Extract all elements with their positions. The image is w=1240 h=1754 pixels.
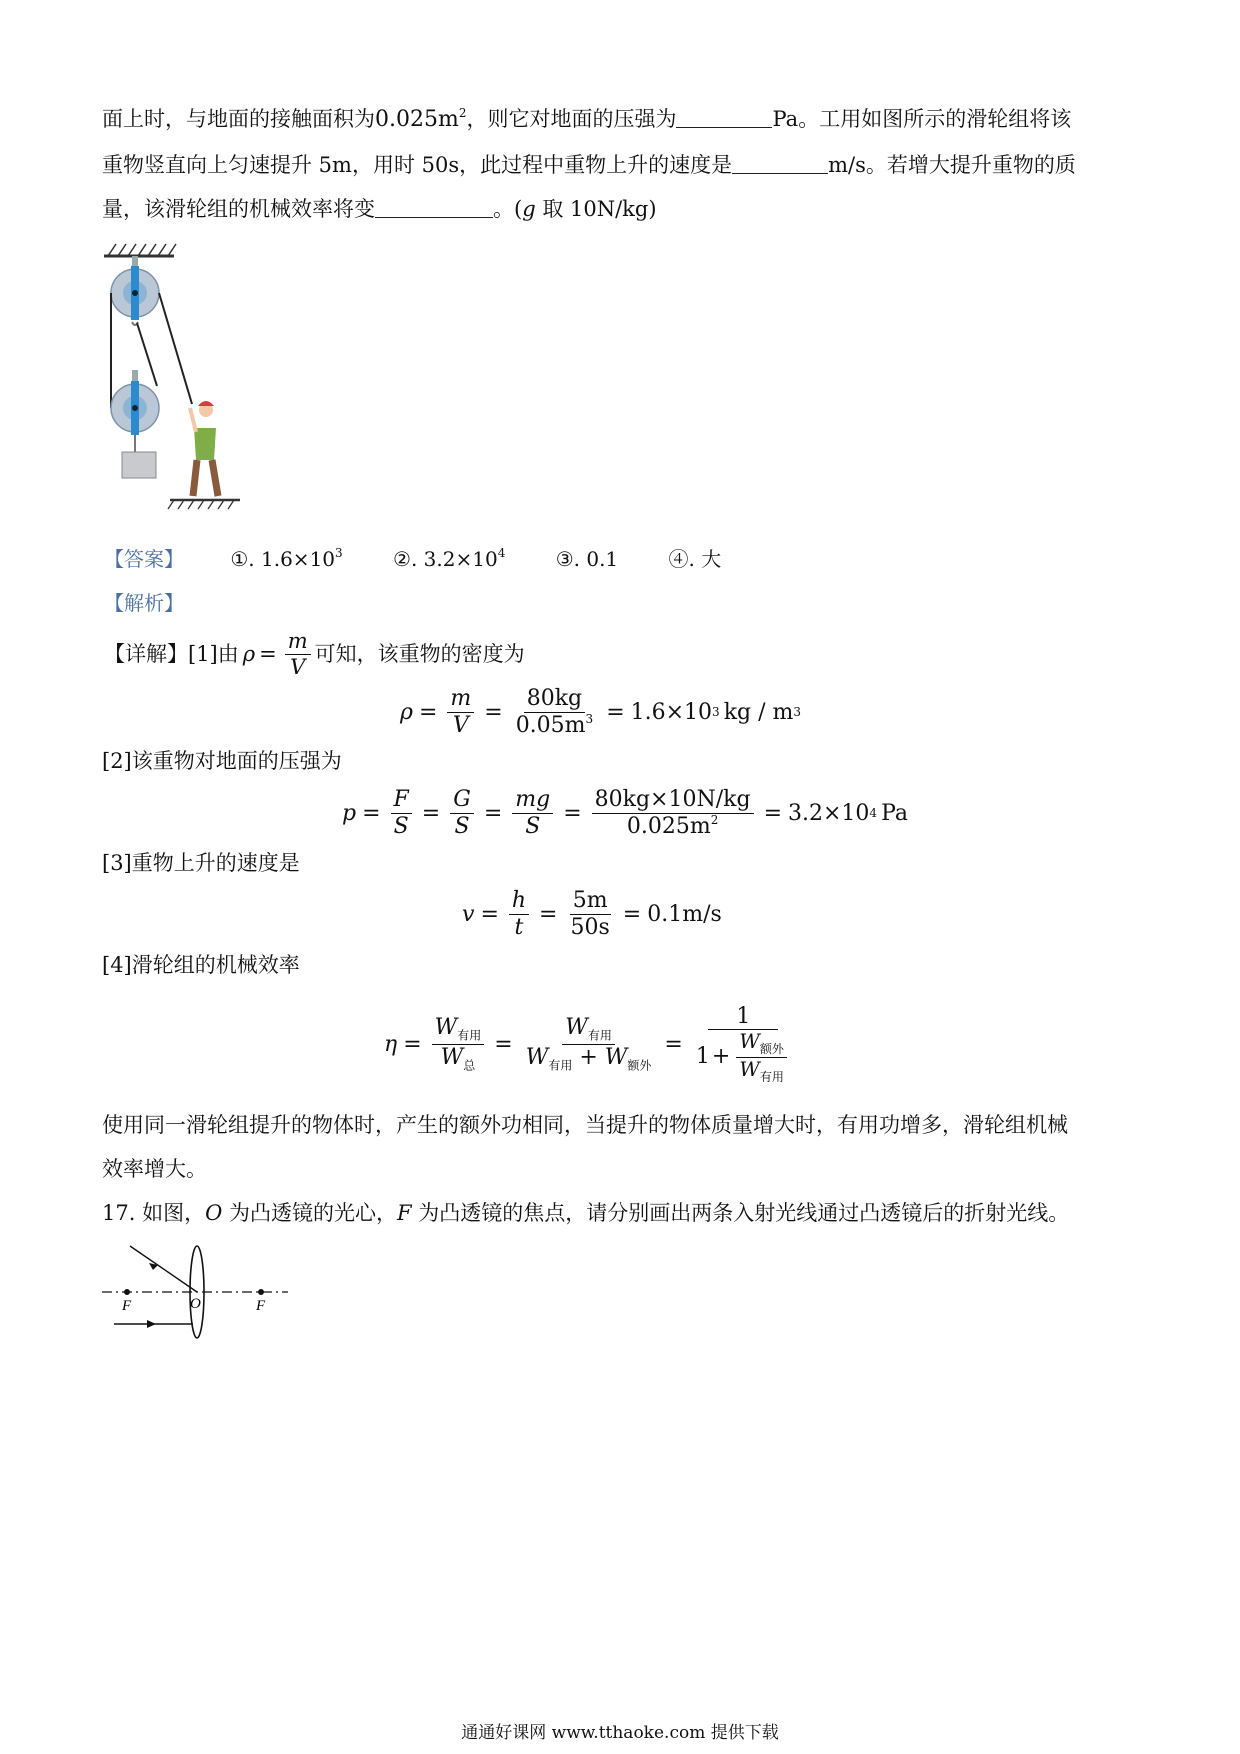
convex-lens-diagram	[100, 1240, 300, 1340]
problem17-text: 17. 如图，O 为凸透镜的光心，F 为凸透镜的焦点，请分别画出两条入射光线通过凸透镜后的折射光线。	[102, 1201, 1070, 1225]
equation-density: ρ = $\frac{m}{V}$ = $\frac{80kg}{0.05m^3}$ = 1.6×10 3 kg / m 3	[400, 686, 802, 738]
page-footer: 通通好课网 www.tthaoke.com 提供下载	[461, 1723, 779, 1743]
answer-blank-3[interactable]	[375, 195, 493, 218]
answer-blank-1[interactable]	[676, 105, 772, 128]
answer-item-4: ④. 大	[668, 547, 722, 571]
problem16-line2: 重物竖直向上匀速提升 5m，用时 50s，此过程中重物上升的速度是 m/s。若增大提升重物的质	[102, 153, 1076, 177]
equation-velocity: v = $\frac{h}{t}$ = $\frac{5m}{50s}$ = 0.1m/s	[462, 888, 722, 940]
conclusion-line2: 效率增大。	[102, 1157, 207, 1181]
answer-item-3: ③. 0.1	[555, 547, 619, 571]
problem16-line3: 量，该滑轮组的机械效率将变 。(g 取 10N/kg)	[102, 197, 657, 221]
answer-blank-2[interactable]	[732, 151, 828, 174]
detail-step1: 【详解】[1]由 ρ = $\frac{m}{V}$ 可知，该重物的密度为	[104, 629, 525, 679]
equation-pressure: p = $\frac{F}{S}$ = $\frac{G}{S}$ = $\frac{mg}{S}$ = $\frac{80kg\times 10N/kg}{0.025m^2}$ = 3.2×10 4 Pa	[342, 787, 908, 839]
answer-row	[104, 538, 765, 574]
detail-step2: [2]该重物对地面的压强为	[102, 749, 342, 773]
conclusion-line1: 使用同一滑轮组提升的物体时，产生的额外功相同，当提升的物体质量增大时，有用功增多，滑轮组机械	[102, 1113, 1068, 1137]
arrow-icon	[147, 1320, 156, 1328]
focus-left-label: F	[122, 1298, 132, 1314]
equation-efficiency: η = $\frac{W_{有用}}{W_总}$ = $\frac{W_{有用}}{W_{有用} + W_{额外}}$ = 1 1 + $\frac{W_{额外}}{W_{有用}}$	[384, 996, 798, 1092]
problem16-line1: 面上时，与地面的接触面积为$0.025m^2$，则它对地面的压强为 Pa。工用如图所示的滑轮组将该	[102, 106, 1072, 132]
focus-right-point	[258, 1289, 264, 1295]
analysis-label: 【解析】	[104, 591, 184, 615]
incident-ray-through-center	[130, 1246, 197, 1292]
pulley-system-figure	[100, 238, 250, 510]
detail-step3: [3]重物上升的速度是	[102, 851, 300, 875]
answer-item-2: ②. $3.2\times 10^4$	[393, 546, 506, 571]
optical-center-label: O	[190, 1296, 201, 1312]
focus-right-label: F	[256, 1298, 266, 1314]
answer-item-1: ①. $1.6\times 10^3$	[230, 546, 343, 571]
detail-step4: [4]滑轮组的机械效率	[102, 953, 300, 977]
answer-label: 【答案】	[104, 547, 184, 571]
focus-left-point	[124, 1289, 130, 1295]
